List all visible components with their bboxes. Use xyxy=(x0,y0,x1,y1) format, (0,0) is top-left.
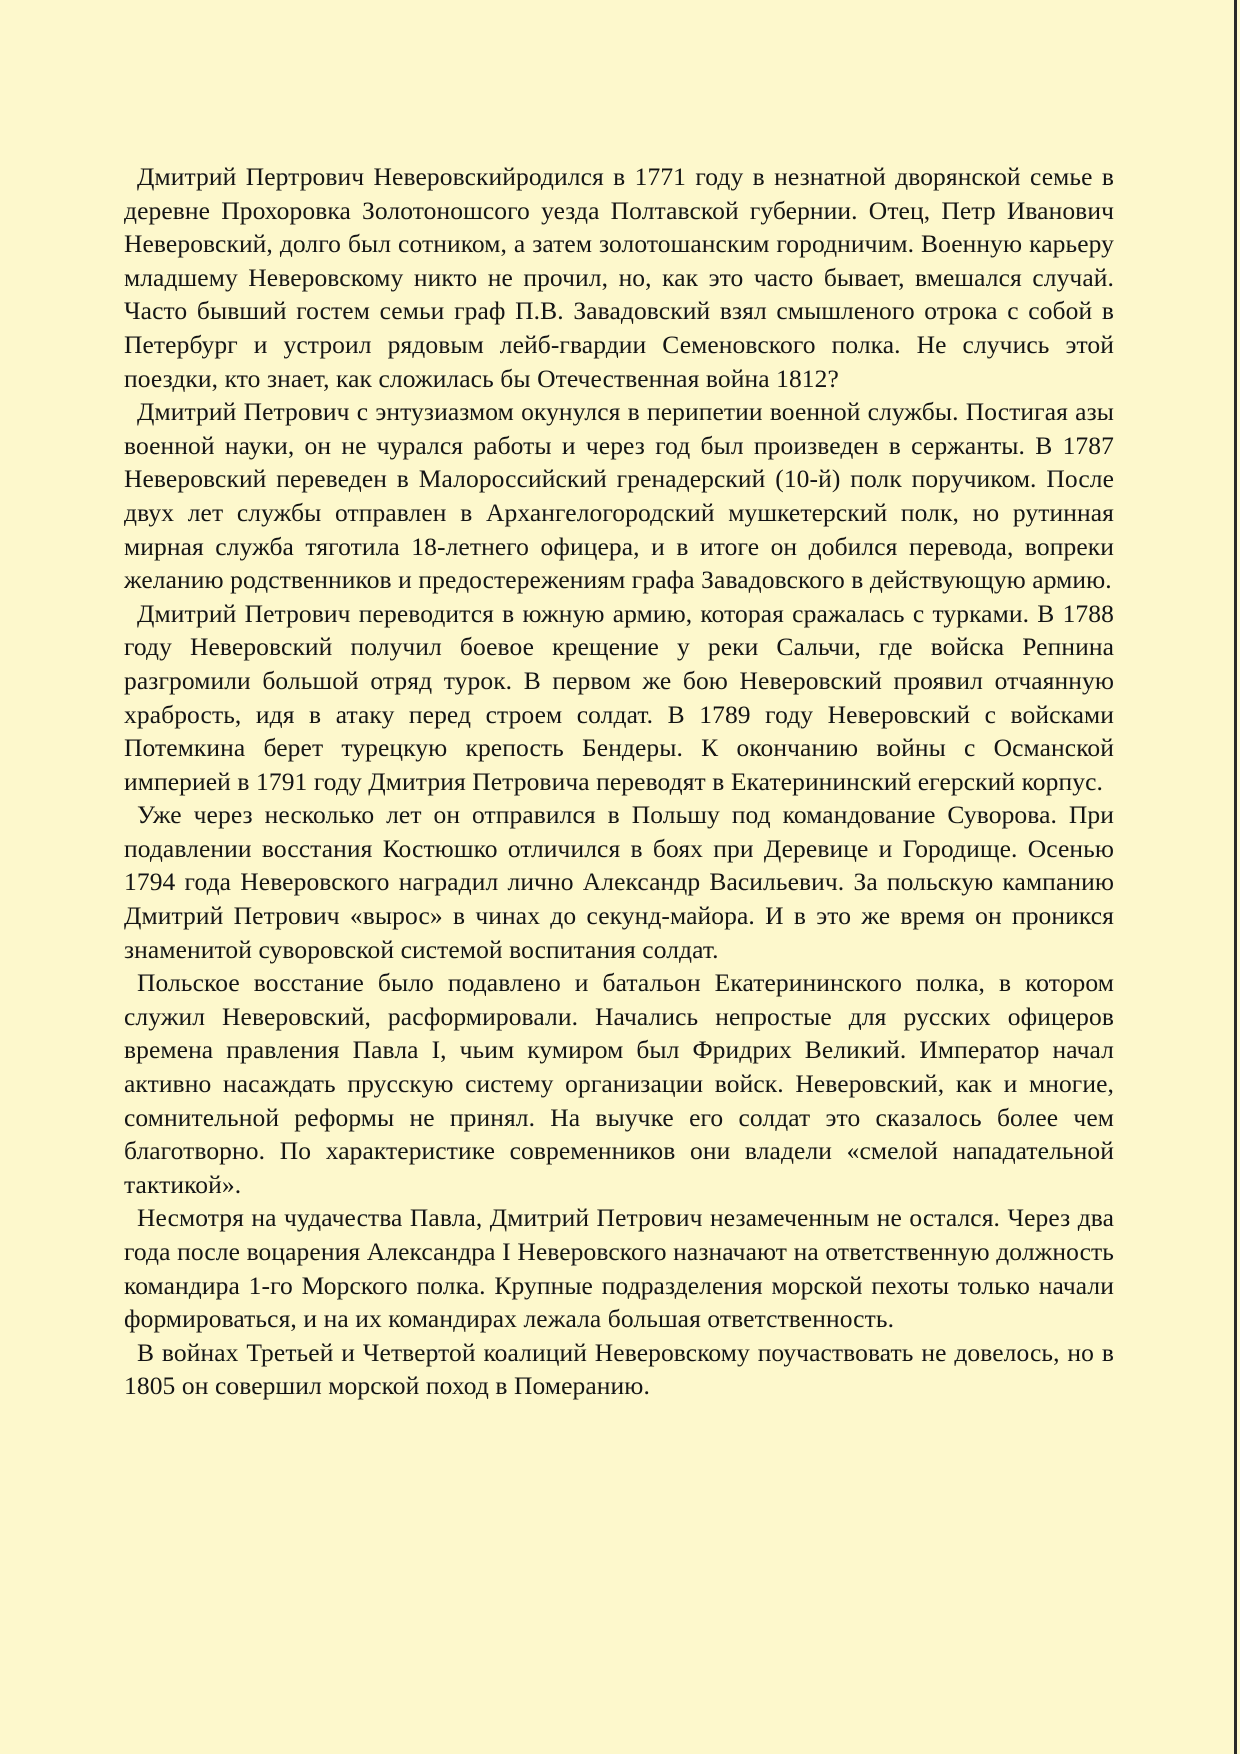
paragraph-2: Дмитрий Петрович с энтузиазмом окунулся в перипетии военной службы. Постигая азы военной науки, он не чурался работы и через год был произведен в сержанты. В 1787 Неверовский переведен в Малороссийский гренадерский (10-й) полк поручиком. После двух лет службы отправлен в Архангелогородский мушкетерский полк, но рутинная мирная служба тяготила 18-летнего офицера, и в итоге он добился перевода, вопреки желанию родственников и предостережениям графа Завадовского в действующую армию. xyxy=(124,397,1114,595)
paragraph-7: В войнах Третьей и Четвертой коалиций Неверовскому поучаствовать не довелось, но в 1805 он совершил морской поход в Померанию. xyxy=(124,1337,1114,1401)
paragraph-5: Польское восстание было подавлено и батальон Екатерининского полка, в котором служил Неверовский, расформировали. Начались непростые для русских офицеров времена правления Павла I, чьим кумиром был Фридрих Великий. Император начал активно насаждать прусскую систему организации войск. Неверовский, как и многие, сомнительной реформы не принял. На выучке его солдат это сказалось более чем благотворно. По характеристике современников они владели «смелой нападательной тактикой». xyxy=(124,968,1114,1199)
body-text xyxy=(124,160,1114,1403)
paragraph-6: Несмотря на чудачества Павла, Дмитрий Петрович незамеченным не остался. Через два года после воцарения Александра I Неверовского назначают на ответственную должность командира 1-го Морского полка. Крупные подразделения морской пехоты только начали формироваться, и на их командирах лежала большая ответственность. xyxy=(124,1203,1114,1334)
paragraph-4: Уже через несколько лет он отправился в Польшу под командование Суворова. При подавлении восстания Костюшко отличился в боях при Деревице и Городище. Осенью 1794 года Неверовского наградил лично Александр Васильевич. За польскую кампанию Дмитрий Петрович «вырос» в чинах до секунд-майора. И в это же время он проникся знаменитой суворовской системой воспитания солдат. xyxy=(124,800,1114,964)
paragraph-3: Дмитрий Петрович переводится в южную армию, которая сражалась с турками. В 1788 году Неверовский получил боевое крещение у реки Сальчи, где войска Репнина разгромили большой отряд турок. В первом же бою Неверовский проявил отчаянную храбрость, идя в атаку перед строем солдат. В 1789 году Неверовский с войсками Потемкина берет турецкую крепость Бендеры. К окончанию войны с Османской империей в 1791 году Дмитрия Петровича переводят в Екатерининский егерский корпус. xyxy=(124,598,1114,796)
paragraph-1: Дмитрий Пертрович Неверовскийродился в 1771 году в незнатной дворянской семье в деревне Прохоровка Золотоношсого уезда Полтавской губернии. Отец, Петр Иванович Неверовский, долго был сотником, а затем золотошанским городничим. Военную карьеру младшему Неверовскому никто не прочил, но, как это часто бывает, вмешался случай. Часто бывший гостем семьи граф П.В. Завадовский взял смышленого отрока с собой в Петербург и устроил рядовым лейб-гвардии Семеновского полка. Не случись этой поездки, кто знает, как сложилась бы Отечественная война 1812? xyxy=(124,162,1114,393)
